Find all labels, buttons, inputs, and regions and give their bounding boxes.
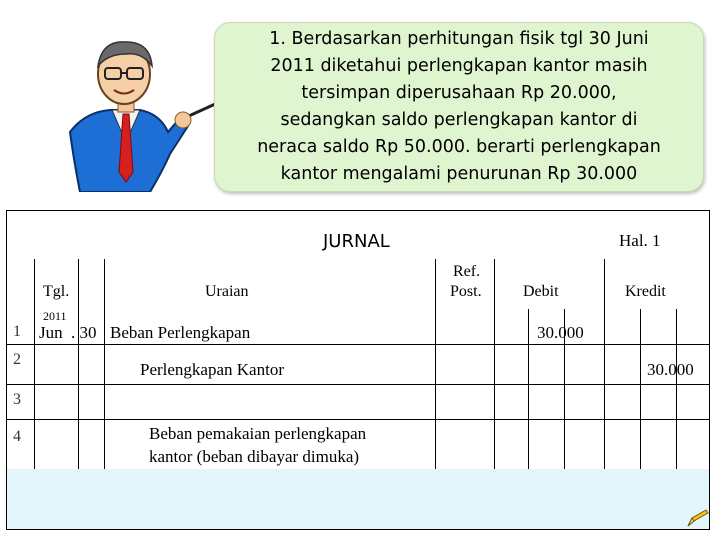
explanation-line: neraca saldo Rp 50.000. berarti perlengkapan bbox=[257, 137, 661, 157]
explanation-line: 1. Berdasarkan perhitungan fisik tgl 30 Juni bbox=[269, 29, 649, 49]
journal-title: JURNAL bbox=[323, 231, 390, 252]
journal-ledger bbox=[6, 210, 710, 530]
row-number: 3 bbox=[13, 391, 21, 408]
entry-debit: 30.000 bbox=[537, 323, 584, 342]
entry-description: Perlengkapan Kantor bbox=[140, 360, 284, 379]
journal-table bbox=[7, 259, 709, 469]
page-number: Hal. 1 bbox=[619, 231, 661, 250]
entry-month: Jun bbox=[39, 323, 63, 342]
explanation-line: 2011 diketahui perlengkapan kantor masih bbox=[270, 56, 648, 76]
header-date: Tgl. bbox=[43, 283, 70, 300]
entry-description: Beban Perlengkapan bbox=[110, 323, 251, 342]
header-post: Post. bbox=[450, 283, 482, 300]
entry-description: Beban pemakaian perlengkapan bbox=[149, 424, 367, 443]
row-number: 1 bbox=[13, 323, 21, 340]
journal-title-bar bbox=[7, 211, 709, 260]
header-description: Uraian bbox=[205, 283, 249, 300]
header-ref: Ref. bbox=[453, 263, 481, 280]
row-number: 2 bbox=[13, 351, 21, 368]
entry-description: kantor (beban dibayar dimuka) bbox=[149, 447, 360, 466]
header-credit: Kredit bbox=[625, 283, 666, 300]
explanation-line: sedangkan saldo perlengkapan kantor di bbox=[280, 110, 638, 130]
explanation-line: tersimpan diperusahaan Rp 20.000, bbox=[301, 83, 617, 103]
teacher-pointing-illustration bbox=[30, 22, 230, 192]
entry-credit: 30.000 bbox=[647, 360, 694, 379]
explanation-callout bbox=[214, 22, 704, 192]
explanation-line: kantor mengalami penurunan Rp 30.000 bbox=[280, 164, 638, 184]
entry-day: . 30 bbox=[71, 323, 97, 342]
row-number: 4 bbox=[13, 428, 21, 445]
header-debit: Debit bbox=[523, 283, 559, 300]
explanation-text bbox=[257, 26, 661, 188]
pencil-icon bbox=[686, 508, 710, 528]
journal-year: 2011 bbox=[43, 309, 67, 323]
